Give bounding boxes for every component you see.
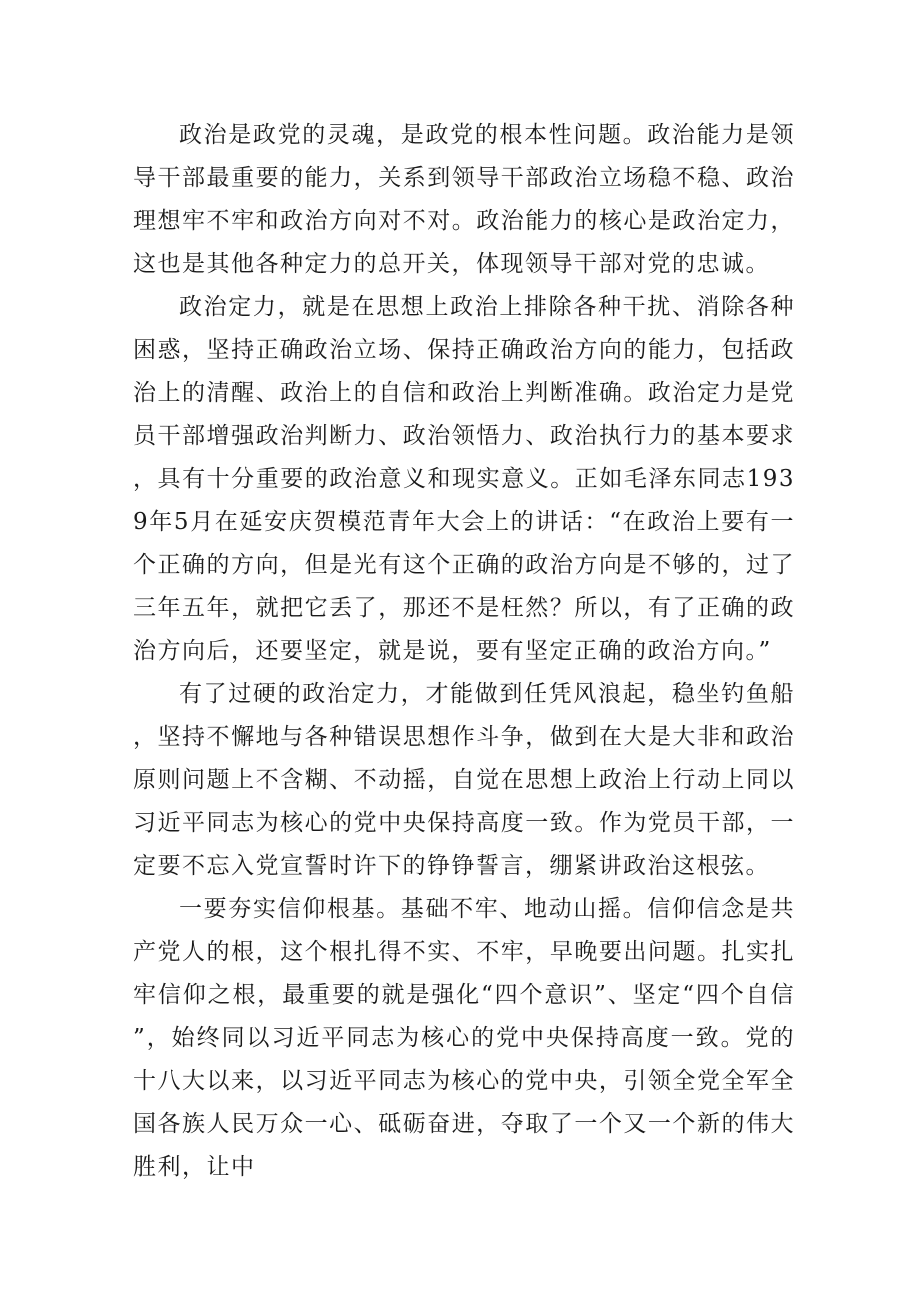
paragraph-faith-foundation: 一要夯实信仰根基。基础不牢、地动山摇。信仰信念是共产党人的根，这个根扎得不实、不牢，早晚要出问题。扎实扎牢信仰之根，最重要的就是强化“四个意识”、坚定“四个自信”，始终同以习近平同志为核心的党中央保持高度一致。党的十八大以来，以习近平同志为核心的党中央，引领全党全军全国各族人民万众一心、砥砺奋进，夺取了一个又一个新的伟大胜利，让中 — [133, 896, 795, 1180]
paragraph-political-determination: 政治定力，就是在思想上政治上排除各种干扰、消除各种困惑，坚持正确政治立场、保持正确政治方向的能力，包括政治上的清醒、政治上的自信和政治上判断准确。政治定力是党员干部增强政治判断力、政治领悟力、政治执行力的基本要求，具有十分重要的政治意义和现实意义。正如毛泽东同志1939年5月在延安庆贺模范青年大会上的讲话：“在政治上要有一个正确的方向，但是光有这个正确的政治方向是不够的，过了三年五年，就把它丢了，那还不是枉然？所以，有了正确的政治方向后，还要坚定，就是说，要有坚定正确的政治方向。” — [133, 294, 795, 664]
paragraph-political-soul: 政治是政党的灵魂，是政党的根本性问题。政治能力是领导干部最重要的能力，关系到领导干部政治立场稳不稳、政治理想牢不牢和政治方向对不对。政治能力的核心是政治定力，这也是其他各种定力的总开关，体现领导干部对党的忠诚。 — [133, 122, 795, 277]
paragraph-firm-determination: 有了过硬的政治定力，才能做到任凭风浪起，稳坐钓鱼船，坚持不懈地与各种错误思想作斗争，做到在大是大非和政治原则问题上不含糊、不动摇，自觉在思想上政治上行动上同以习近平同志为核心的党中央保持高度一致。作为党员干部，一定要不忘入党宣誓时许下的铮铮誓言，绷紧讲政治这根弦。 — [133, 681, 795, 879]
